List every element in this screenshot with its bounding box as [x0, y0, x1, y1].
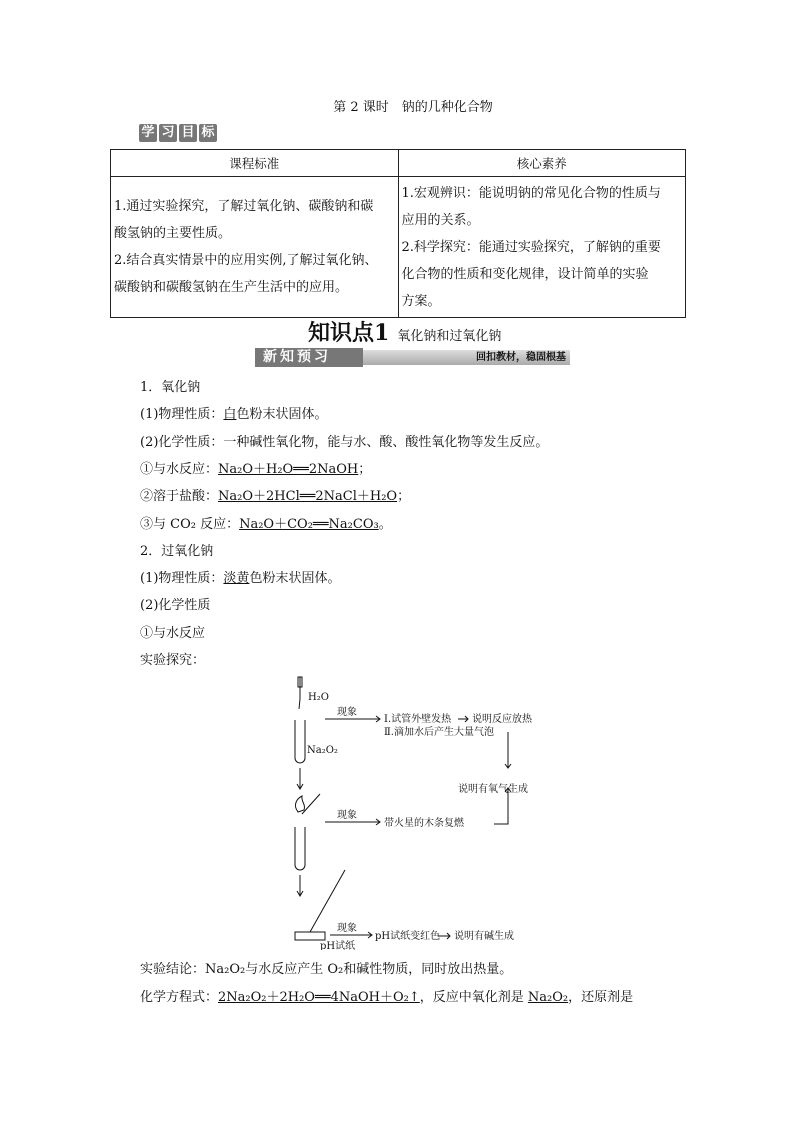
dropper-icon [298, 677, 302, 709]
line-pre: (1)物理性质： [140, 407, 224, 423]
text-line: 应用的关系。 [401, 212, 480, 228]
chemical-equation-line [140, 986, 633, 1005]
line-u: Na₂O＋2HCl══2NaCl＋H₂O [218, 489, 398, 505]
line-u: Na₂O＋H₂O══2NaOH [218, 461, 359, 477]
phenomenon-1: Ⅰ.试管外壁发热 [384, 714, 452, 725]
conclusion-1: 说明反应放热 [472, 714, 532, 725]
curriculum-cell [111, 177, 399, 318]
label-phenomenon: 现象 [337, 707, 357, 718]
conclusion-4: 说明有碱生成 [454, 931, 514, 942]
text-line: 酸氢钠的主要性质。 [114, 226, 232, 241]
badge-char: 学 [139, 124, 157, 142]
splint-icon [295, 794, 320, 814]
line-pre: ①与水反应： [140, 461, 219, 477]
badge-char: 目 [179, 124, 197, 142]
lesson-title: 第 2 课时 钠的几种化合物 [333, 100, 493, 115]
body-line [140, 485, 410, 504]
preview-banner [255, 350, 570, 365]
goals-table [110, 149, 686, 318]
line-pre: 2．过氧化钠 [140, 543, 214, 559]
eq-prefix: 化学方程式： [140, 990, 219, 1005]
line-pre: (1)物理性质： [140, 571, 224, 587]
test-tube-icon [295, 827, 305, 870]
phenomenon-3: 带火星的木条复燃 [384, 818, 464, 829]
core-literacy-cell [398, 177, 686, 318]
body-line [140, 431, 548, 450]
body-line [140, 513, 392, 532]
knowledge-point-heading [308, 316, 501, 347]
text-line: 1.宏观辨识：能说明钠的常见化合物的性质与 [401, 185, 661, 201]
label-phenomenon: 现象 [337, 810, 357, 821]
experiment-conclusion: 实验结论：Na₂O₂与水反应产生 O₂和碱性物质，同时放出热量。 [140, 962, 513, 977]
line-u: Na₂O＋CO₂══Na₂CO₃ [239, 516, 379, 532]
text-line: 方案。 [401, 293, 441, 309]
experiment-diagram [280, 672, 550, 950]
banner-tag: 新知预习 [255, 348, 363, 367]
line-pre: ③与 CO₂ 反应： [140, 516, 240, 532]
badge-char: 标 [199, 124, 217, 142]
banner-subtitle: 回扣教材，稳固根基 [476, 352, 566, 363]
phenomenon-2: Ⅱ.滴加水后产生大量气泡 [384, 727, 494, 738]
line-post: 色粉末状固体。 [249, 571, 341, 587]
body-line [140, 622, 205, 641]
body-line [140, 540, 213, 559]
line-u: 淡黄 [223, 571, 250, 587]
badge-char: 习 [159, 124, 177, 142]
learning-goals-badge [139, 124, 217, 142]
test-tube-icon [295, 720, 305, 763]
line-pre: ①与水反应 [140, 625, 206, 641]
body-line [140, 376, 200, 395]
label-na2o2: Na₂O₂ [307, 745, 338, 756]
header-core-literacy: 核心素养 [398, 150, 686, 177]
oxidizer: Na₂O₂ [527, 990, 569, 1005]
line-u: 白 [223, 407, 237, 423]
line-pre: ②溶于盐酸： [140, 489, 219, 505]
eq-suffix: ，还原剂是 [568, 990, 634, 1005]
label-phenomenon: 现象 [337, 923, 357, 934]
phenomenon-4: pH试纸变红色 [375, 931, 441, 942]
text-line: 1.通过实验探究，了解过氧化钠、碳酸钠和碳 [114, 199, 374, 214]
header-curriculum: 课程标准 [111, 150, 399, 177]
conclusion-2: 说明有氧气生成 [458, 784, 528, 795]
body-line [140, 458, 371, 477]
body-line [140, 649, 205, 668]
line-post: ； [358, 461, 372, 477]
kp-topic: 氧化钠和过氧化钠 [397, 329, 502, 344]
body-line [140, 403, 327, 422]
text-line: 2.科学探究：能通过实验探究，了解钠的重要 [401, 239, 661, 255]
eq-middle: ，反应中氧化剂是 [419, 990, 528, 1005]
body-line [140, 594, 210, 613]
equation: 2Na₂O₂＋2H₂O══4NaOH＋O₂↑ [218, 990, 420, 1005]
line-pre: 1．氧化钠 [140, 380, 201, 395]
ph-paper-icon [295, 932, 325, 940]
line-post: 。 [378, 516, 392, 532]
line-post: ； [397, 489, 411, 505]
line-pre: 实验探究： [140, 653, 206, 668]
line-post: 色粉末状固体。 [236, 407, 328, 423]
kp-number: 1 [374, 320, 390, 346]
body-line [140, 567, 340, 586]
text-line: 化合物的性质和变化规律，设计简单的实验 [401, 266, 649, 282]
text-line: 2.结合真实情景中的应用实例,了解过氧化钠、 [114, 253, 378, 268]
label-h2o: H₂O [308, 692, 329, 703]
line-pre: (2)化学性质：一种碱性氧化物，能与水、酸、酸性氧化物等发生反应。 [140, 434, 549, 450]
text-line: 碳酸钠和碳酸氢钠在生产生活中的应用。 [114, 280, 349, 295]
kp-label: 知识点 [308, 320, 375, 346]
label-ph-paper: pH试纸 [320, 941, 356, 950]
line-pre: (2)化学性质 [140, 598, 211, 614]
